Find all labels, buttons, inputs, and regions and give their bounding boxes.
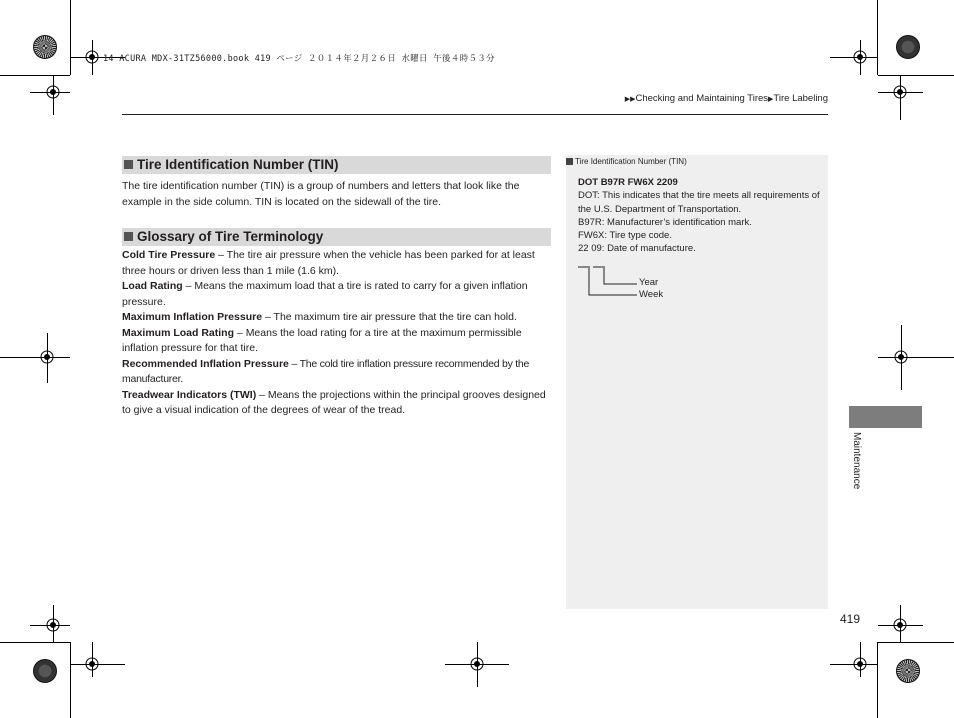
breadcrumb xyxy=(625,93,828,104)
glossary-term: Recommended Inflation Pressure xyxy=(122,357,289,370)
tin-explanation xyxy=(578,242,823,255)
print-header: 14 ACURA MDX-31TZ56000.book 419 ページ ２０１４年２月２６日 水曜日 午後４時５３分 xyxy=(103,54,495,64)
tin-explanation: FW6X: Tire type code. xyxy=(578,230,672,242)
section-marker-icon xyxy=(124,160,133,169)
breadcrumb-item[interactable]: Tire Labeling xyxy=(773,93,828,104)
page-number: 419 xyxy=(840,612,861,626)
glossary-entry xyxy=(122,388,552,419)
glossary-entry xyxy=(122,326,552,357)
date-explanation: : Date of manufacture. xyxy=(601,243,696,255)
glossary-term: Treadwear Indicators (TWI) xyxy=(122,388,257,401)
glossary-entry xyxy=(122,310,552,326)
breadcrumb-item[interactable]: Checking and Maintaining Tires xyxy=(635,93,769,104)
chapter-tab[interactable] xyxy=(849,406,922,428)
date-code-callout-lines xyxy=(576,264,646,300)
glossary-list xyxy=(122,248,552,419)
glossary-definition: – Means the maximum load that a tire is rated to carry for a given inflation pressure. xyxy=(122,280,528,308)
tin-paragraph xyxy=(122,179,552,210)
section-marker-icon xyxy=(124,232,133,241)
glossary-term: Maximum Inflation Pressure xyxy=(122,311,263,323)
side-note-title xyxy=(566,157,687,166)
week-label: Week xyxy=(639,289,664,300)
section-heading-text: Tire Identification Number (TIN) xyxy=(137,157,339,172)
side-note-title-text: Tire Identification Number (TIN) xyxy=(575,157,687,166)
tin-explanation: B97R: Manufacturer’s identification mark. xyxy=(578,216,752,228)
glossary-entry xyxy=(122,279,552,310)
date-code-year: 09 xyxy=(591,243,602,255)
glossary-definition: – The tire air pressure when the vehicle has been parked for at least three hours or driven less than 1 mile (1.6 km). xyxy=(122,249,535,277)
header-rule xyxy=(122,114,828,115)
note-reference-icon xyxy=(566,158,573,165)
section-heading-glossary xyxy=(122,228,551,246)
year-label: Year xyxy=(639,277,659,288)
chapter-tab-label: Maintenance xyxy=(851,432,862,490)
glossary-term: Maximum Load Rating xyxy=(122,326,235,339)
glossary-definition: – The cold tire inflation pressure recommended by the manufacturer. xyxy=(122,357,530,385)
tin-example-code: DOT B97R FW6X 2209 xyxy=(578,177,678,188)
glossary-definition: – The maximum tire air pressure that the tire can hold. xyxy=(262,311,517,323)
date-code-week: 22 xyxy=(578,243,589,255)
glossary-definition: – Means the load rating for a tire at the maximum permissible inflation pressure for that tire. xyxy=(122,326,522,354)
glossary-term: Cold Tire Pressure xyxy=(122,249,216,261)
section-heading-text: Glossary of Tire Terminology xyxy=(137,229,324,244)
glossary-entry xyxy=(122,248,552,279)
paragraph: The tire identification number (TIN) is a group of numbers and letters that look like the example in the side column. TIN is located on the sidewall of the tire. xyxy=(122,180,520,208)
glossary-definition: – Means the projections within the principal grooves designed to give a visual indication of the degrees of wear of the tread. xyxy=(122,388,546,416)
glossary-term: Load Rating xyxy=(122,280,183,292)
glossary-entry xyxy=(122,357,552,388)
breadcrumb-arrow-icon: ▶▶ xyxy=(624,96,636,103)
section-heading-tin xyxy=(122,156,551,174)
tin-explanation: DOT: This indicates that the tire meets all requirements of the U.S. Department of Transportation. xyxy=(578,190,820,215)
breadcrumb-arrow-icon: ▶ xyxy=(768,96,774,103)
side-note-content xyxy=(578,176,823,256)
